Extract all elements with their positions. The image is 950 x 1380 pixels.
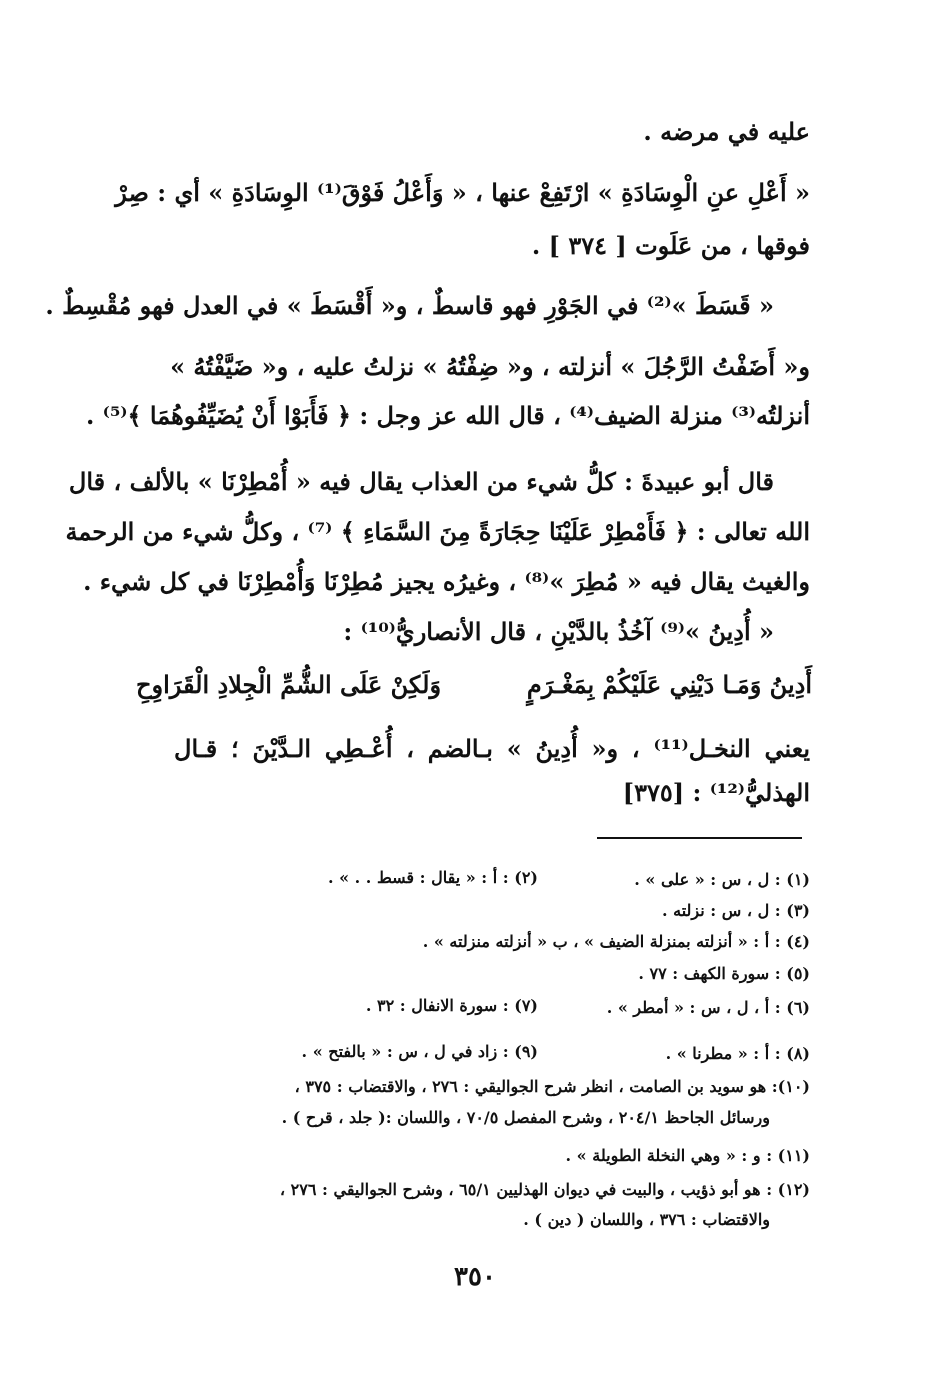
body-line-7: قال أبو عبيدةَ : كلُّ شيء من العذاب يقال فيه « أُمْطِرْنَا » بالألف ، قال — [68, 467, 774, 496]
body-line-8: الله تعالى : ﴿ فَأَمْطِرْ عَلَيْنَا حِجَارَةً مِنَ السَّمَاءِ ﴾ ⁽⁷⁾ ، وكلُّ شيء من الرحمة — [65, 517, 810, 546]
verse-first-hemistich: أَدِينُ وَمَـا دَيْنِي عَلَيْكُمْ بِمَغْـرَمٍ — [526, 670, 812, 699]
footnote-6: (٦) : أ ، ل ، س : « أمطر » . — [606, 998, 810, 1017]
footnote-2: (٢) : أ : « يقال : قسط . . » . — [327, 868, 538, 887]
footnote-11: (١١) : و : « وهي النخلة الطويلة » . — [565, 1146, 810, 1165]
footnote-9: (٩) : زاد في ل ، س : « بالفتح » . — [301, 1042, 538, 1061]
body-line-3: فوقها ، من عَلَوت [ ٣٧٤ ] . — [531, 231, 810, 260]
body-line-4: « قَسَطَ »⁽²⁾ في الجَوْرِ فهو قاسطٌ ، و« أَقْسَطَ » في العدل فهو مُقْسِطٌ . — [45, 291, 774, 320]
verse-second-hemistich: وَلَكِنْ عَلَى الشُّمِّ الْجِلادِ الْقَرَاوِحِ — [136, 670, 442, 699]
footnote-1: (١) : ل ، س : « على » . — [634, 870, 810, 889]
footnote-10-line-2: ورسائل الجاحظ ٢٠٤/١ ، وشرح المفصل ٧٠/٥ ، واللسان :( جلد ، قرح ) . — [281, 1108, 770, 1127]
footnote-8: (٨) : أ : « مطرنا » . — [665, 1044, 810, 1063]
footnote-4: (٤) : أ : « أنزلته بمنزلة الضيف » ، ب « أنزلته منزلته » . — [422, 932, 810, 951]
page-number: ٣٥٠ — [454, 1262, 496, 1292]
body-line-1: عليه في مرضه . — [643, 117, 810, 146]
body-line-6: أنزلتُه⁽³⁾ منزلة الضيف⁽⁴⁾ ، قال الله عز وجل : ﴿ فَأَبَوْا أَنْ يُضَيِّفُوهُمَا ﴾⁽⁵⁾ . — [85, 401, 810, 430]
body-line-10: « أُدِينُ »⁽⁹⁾ آخُذُ بالدَّيْنِ ، قال الأنصاريُّ⁽¹⁰⁾ : — [343, 617, 774, 646]
body-line-5: و« أَضَفْتُ الرَّجُلَ » أنزلته ، و« ضِفْتُهُ » نزلتُ عليه ، و« ضَيَّفْتُهُ » — [170, 352, 810, 381]
footnote-12-line-2: والاقتضاب : ٣٧٦ ، واللسان ( دين ) . — [523, 1210, 770, 1229]
footnote-10-line-1: (١٠): هو سويد بن الصامت ، انظر شرح الجواليقي : ٢٧٦ ، والاقتضاب : ٣٧٥ ، — [294, 1077, 810, 1096]
footnote-3: (٣) : ل ، س : نزلته . — [662, 901, 810, 920]
body-line-13: الهذليُّ⁽¹²⁾ : [٣٧٥] — [622, 778, 810, 807]
body-line-12: يعني النخـل⁽¹¹⁾ ، و« أُدِينُ » بـالضم ، أُعْـطِي الـدَّيْنَ ؛ قـال — [174, 734, 810, 763]
footnote-12-line-1: (١٢) : هو أبو ذؤيب ، والبيت في ديوان الهذليين ٦٥/١ ، وشرح الجواليقي : ٢٧٦ ، — [279, 1180, 810, 1199]
footnote-divider — [597, 837, 802, 839]
body-line-2: « أَعْلِ عنِ الْوِسَادَةِ » ارْتَفِعْ عنها ، « وَأَعْلُ فَوْقَ⁽¹⁾ الوِسَادَةِ » أي : صِرْ — [115, 178, 810, 207]
footnote-5: (٥) : سورة الكهف : ٧٧ . — [638, 964, 810, 983]
footnote-7: (٧) : سورة الانفال : ٣٢ . — [365, 996, 538, 1015]
body-line-9: والغيث يقال فيه « مُطِرَ »⁽⁸⁾ ، وغيرُه يجيز مُطِرْنَا وَأُمْطِرْنَا في كل شيء . — [83, 567, 810, 596]
